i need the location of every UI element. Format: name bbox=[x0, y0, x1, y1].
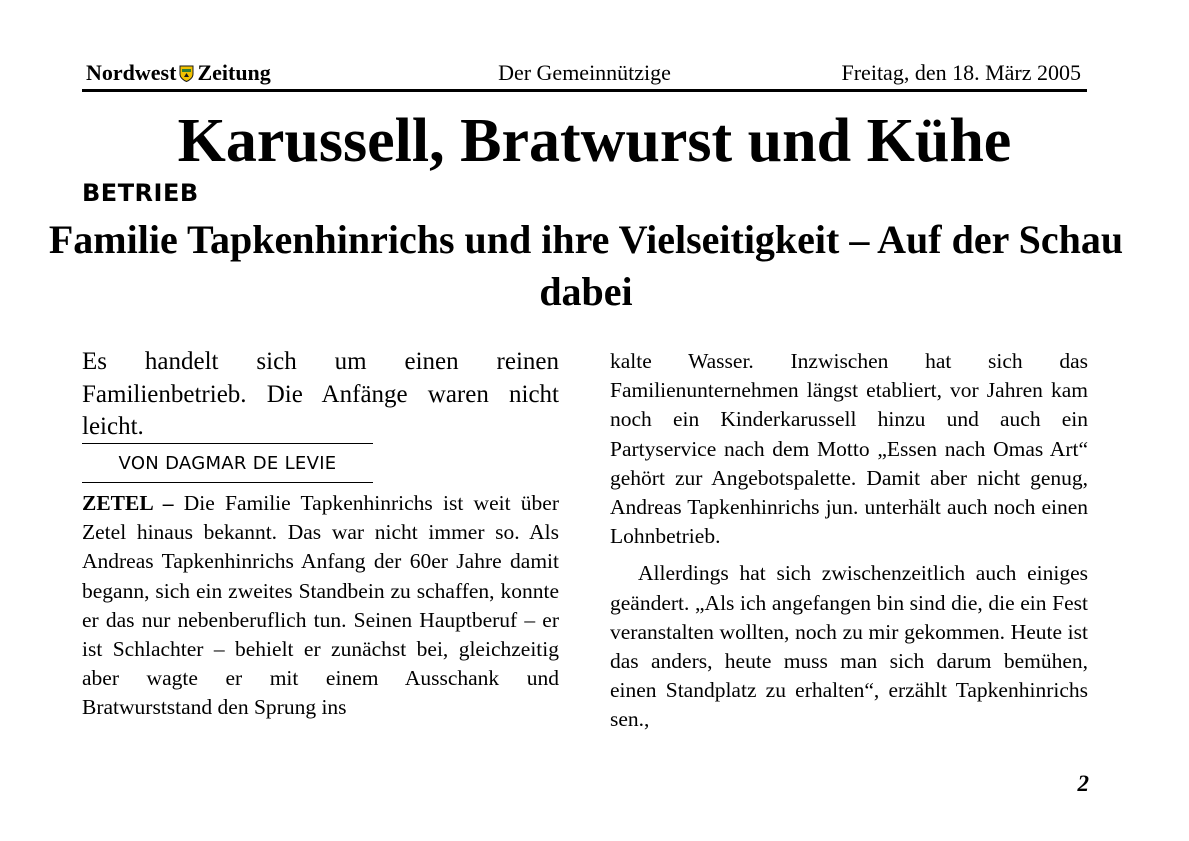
supplement-title: Der Gemeinnützige bbox=[498, 60, 671, 85]
lead-paragraph: Es handelt sich um einen reinen Familienbetrieb. Die Anfänge waren nicht leicht. bbox=[82, 348, 559, 440]
section-label: BETRIEB bbox=[82, 179, 199, 207]
body-paragraph-right-1: kalte Wasser. Inzwischen hat sich das Familienunternehmen längst etabliert, vor Jahren kam noch ein Kinderkarussell hinzu und auch ein Partyservice nach dem Motto „Essen nach Omas Art“ gehört zur Angebotspalette. Damit aber nicht genug, Andreas Tapkenhinrichs jun. unterhält auch noch einen Lohnbetrieb. bbox=[610, 349, 1088, 549]
newspaper-name-part1: Nordwest bbox=[86, 60, 177, 85]
body-paragraph-right-2: Allerdings hat sich zwischenzeitlich auch einiges geändert. „Als ich angefangen bin sind die, die ein Fest veranstalten wollten, noch zu mir gekommen. Heute ist das anders, heute muss man sich darum bemühen, einen Standplatz zu erhalten“, erzählt Tapkenhinrichs sen., bbox=[610, 561, 1088, 732]
masthead-rule bbox=[82, 89, 1087, 92]
page-number: 2 bbox=[1077, 771, 1089, 796]
body-text-left: Die Familie Tapkenhinrichs ist weit über Zetel hinaus bekannt. Das war nicht immer so. Als Andreas Tapkenhinrichs Anfang der 60er Jahre damit begann, sich ein zweites Standbein zu schaffen, konnte er das nur nebenberuflich tun. Seinen Hauptberuf – er ist Schlachter – behielt er zunächst bei, gleichzeitig aber wagte er mit einem Ausschank und Bratwurststand den Sprung ins bbox=[82, 491, 560, 720]
dateline: ZETEL – bbox=[82, 491, 174, 515]
issue-date: Freitag, den 18. März 2005 bbox=[841, 60, 1081, 85]
byline-rule-top bbox=[82, 443, 373, 444]
byline-rule-bottom bbox=[82, 482, 373, 483]
headline: Karussell, Bratwurst und Kühe bbox=[177, 107, 1012, 175]
byline: VON DAGMAR DE LEVIE bbox=[118, 453, 337, 474]
newspaper-name-part2: Zeitung bbox=[197, 60, 271, 85]
body-paragraph-left bbox=[82, 489, 559, 723]
masthead bbox=[82, 58, 1087, 88]
article-column-left bbox=[82, 489, 559, 723]
article-column-right bbox=[610, 347, 1088, 735]
subheadline: Familie Tapkenhinrichs und ihre Vielseitigkeit – Auf der Schau dabei bbox=[48, 217, 1124, 314]
